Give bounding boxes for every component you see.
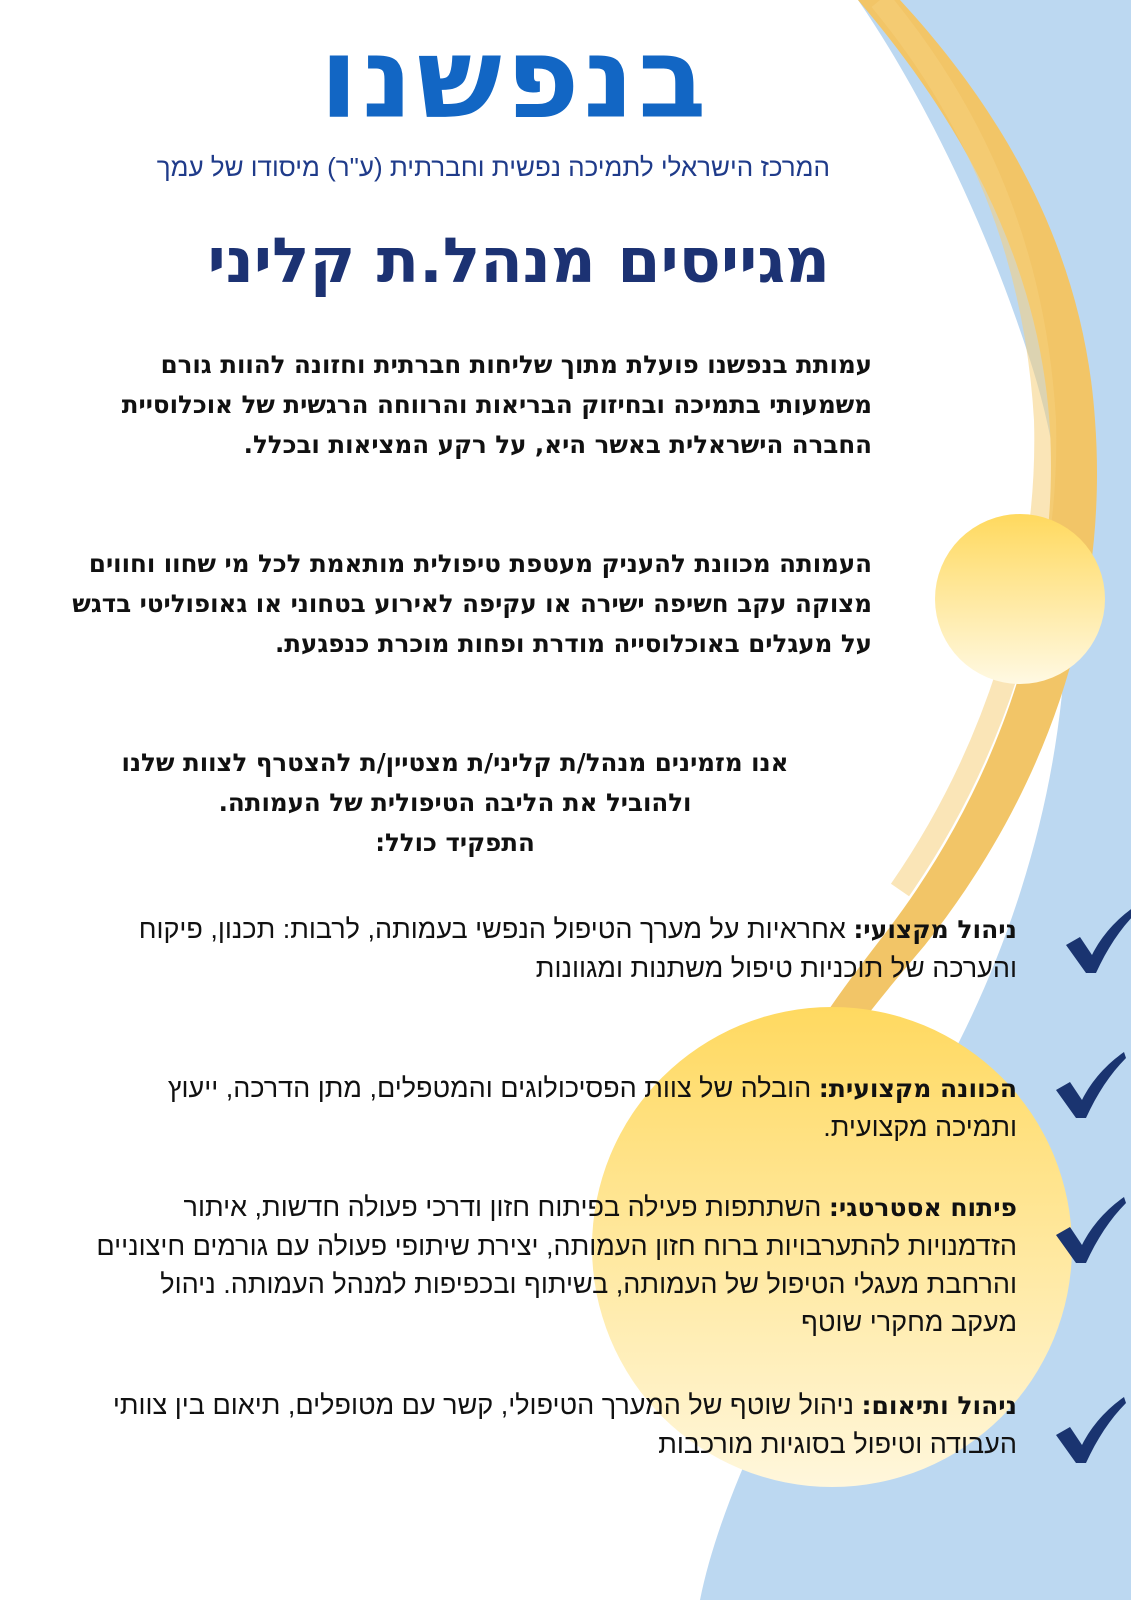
responsibility-text: אחראיות על מערך הטיפול הנפשי בעמותה, לרבות: תכנון, פיקוח והערכה של תוכניות טיפול משתנות ומגוונות bbox=[138, 914, 1017, 983]
checkmark-icon bbox=[1062, 905, 1131, 977]
invitation-block bbox=[60, 743, 850, 863]
checkmark-icon bbox=[1052, 1395, 1127, 1467]
checkmark-icon bbox=[1052, 1050, 1127, 1122]
invitation-line-3: התפקיד כולל: bbox=[375, 828, 535, 857]
responsibility-text: ניהול שוטף של המערך הטיפולי, קשר עם מטופלים, תיאום בין צוותי העבודה וטיפול בסוגיות מורכבות bbox=[112, 1390, 1017, 1459]
responsibility-item bbox=[90, 1188, 1017, 1341]
invitation-line-2: ולהוביל את הליבה הטיפולית של העמותה. bbox=[218, 788, 692, 817]
checkmark-icon bbox=[1052, 1195, 1127, 1267]
organization-tagline: המרכז הישראלי לתמיכה נפשית וחברתית (ע"ר) מיסודו של עמך bbox=[156, 152, 830, 182]
intro-paragraph-1: עמותת בנפשנו פועלת מתוך שליחות חברתית וחזונה להוות גורם משמעותי בתמיכה ובחיזוק הבריאות והרווחה הרגשית של אוכלוסיית החברה הישראלית באשר היא, על רקע המציאות ובכלל. bbox=[121, 350, 872, 459]
responsibility-title: פיתוח אסטרטגי: bbox=[828, 1193, 1017, 1222]
responsibility-title: הכוונה מקצועית: bbox=[818, 1074, 1017, 1103]
responsibility-title: ניהול מקצועי: bbox=[853, 915, 1017, 944]
responsibility-item bbox=[90, 910, 1017, 987]
responsibility-title: ניהול ותיאום: bbox=[861, 1391, 1017, 1420]
responsibility-text: הובלה של צוות הפסיכולוגים והמטפלים, מתן הדרכה, ייעוץ ותמיכה מקצועית. bbox=[167, 1073, 1017, 1142]
page-title: מגייסים מנהל.ת קליני bbox=[207, 224, 830, 297]
responsibility-item bbox=[90, 1069, 1017, 1146]
intro-paragraph-2: העמותה מכוונת להעניק מעטפת טיפולית מותאמת לכל מי שחוו וחווים מצוקה עקב חשיפה ישירה או עקיפה לאירוע בטחוני או גאופוליטי בדגש על מעגלים באוכלוסייה מודרת ופחות מוכרת כנפגעת. bbox=[72, 549, 872, 658]
invitation-line-1: אנו מזמינים מנהל/ת קליני/ת מצטיין/ת להצטרף לצוות שלנו bbox=[121, 748, 789, 777]
responsibility-item bbox=[90, 1386, 1017, 1463]
logo-wordmark: בנפשנו bbox=[319, 14, 711, 144]
responsibility-text: השתתפות פעילה בפיתוח חזון ודרכי פעולה חדשות, איתור הזדמנויות להתערבויות ברוח חזון העמותה, יצירת שיתופי פעולה עם גורמים חיצוניים והרחבת מעגלי הטיפול של העמותה, בשיתוף ובכפיפות למנהל העמותה. ניהול מעקב מחקרי שוטף bbox=[96, 1192, 1017, 1337]
